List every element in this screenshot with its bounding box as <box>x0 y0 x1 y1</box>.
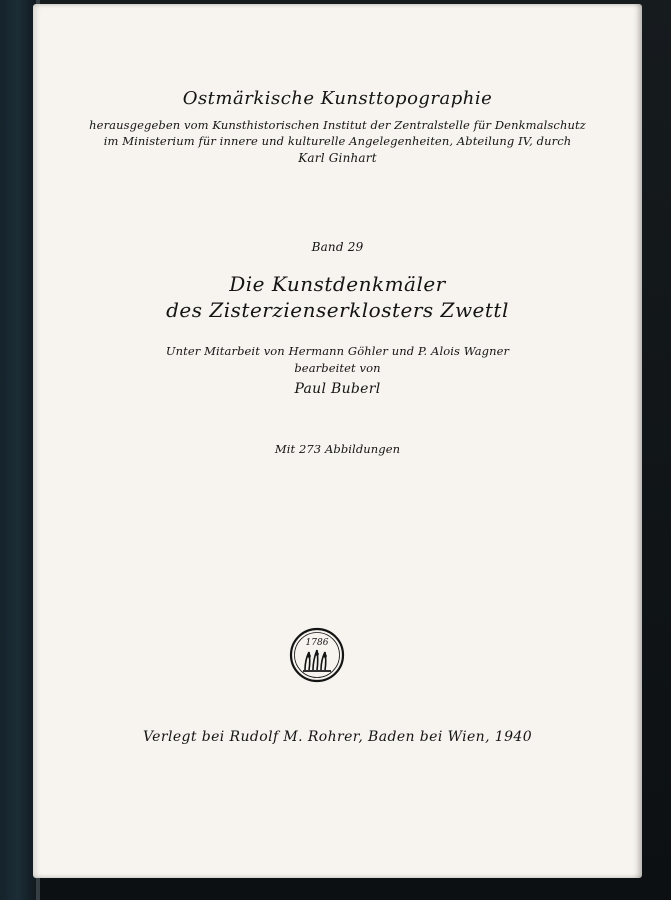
series-subtitle-line-1: herausgegeben vom Kunsthistorischen Institut der Zentralstelle für Denkmalschutz <box>89 118 586 132</box>
collaborators: Unter Mitarbeit von Hermann Göhler und P. Alois Wagner <box>165 344 510 358</box>
series-editor: Karl Ginhart <box>298 151 377 165</box>
illustrations-count: Mit 273 Abbildungen <box>274 442 401 456</box>
edited-by-label: bearbeitet von <box>294 361 381 375</box>
seal-year: 1786 <box>305 638 329 648</box>
series-title: Ostmärkische Kunsttopographie <box>182 88 493 109</box>
book-title-line-1: Die Kunstdenkmäler <box>229 272 446 296</box>
book-title-line-2: des Zisterzienserklosters Zwettl <box>166 298 509 322</box>
volume-number: Band 29 <box>311 240 364 254</box>
series-subtitle-line-2: im Ministerium für innere und kulturelle Angelegenheiten, Abteilung IV, durch <box>103 134 572 148</box>
publisher-seal-icon <box>288 626 346 684</box>
publisher-imprint: Verlegt bei Rudolf M. Rohrer, Baden bei Wien, 1940 <box>142 729 533 745</box>
author-name: Paul Buberl <box>294 381 381 397</box>
title-page <box>33 4 642 878</box>
